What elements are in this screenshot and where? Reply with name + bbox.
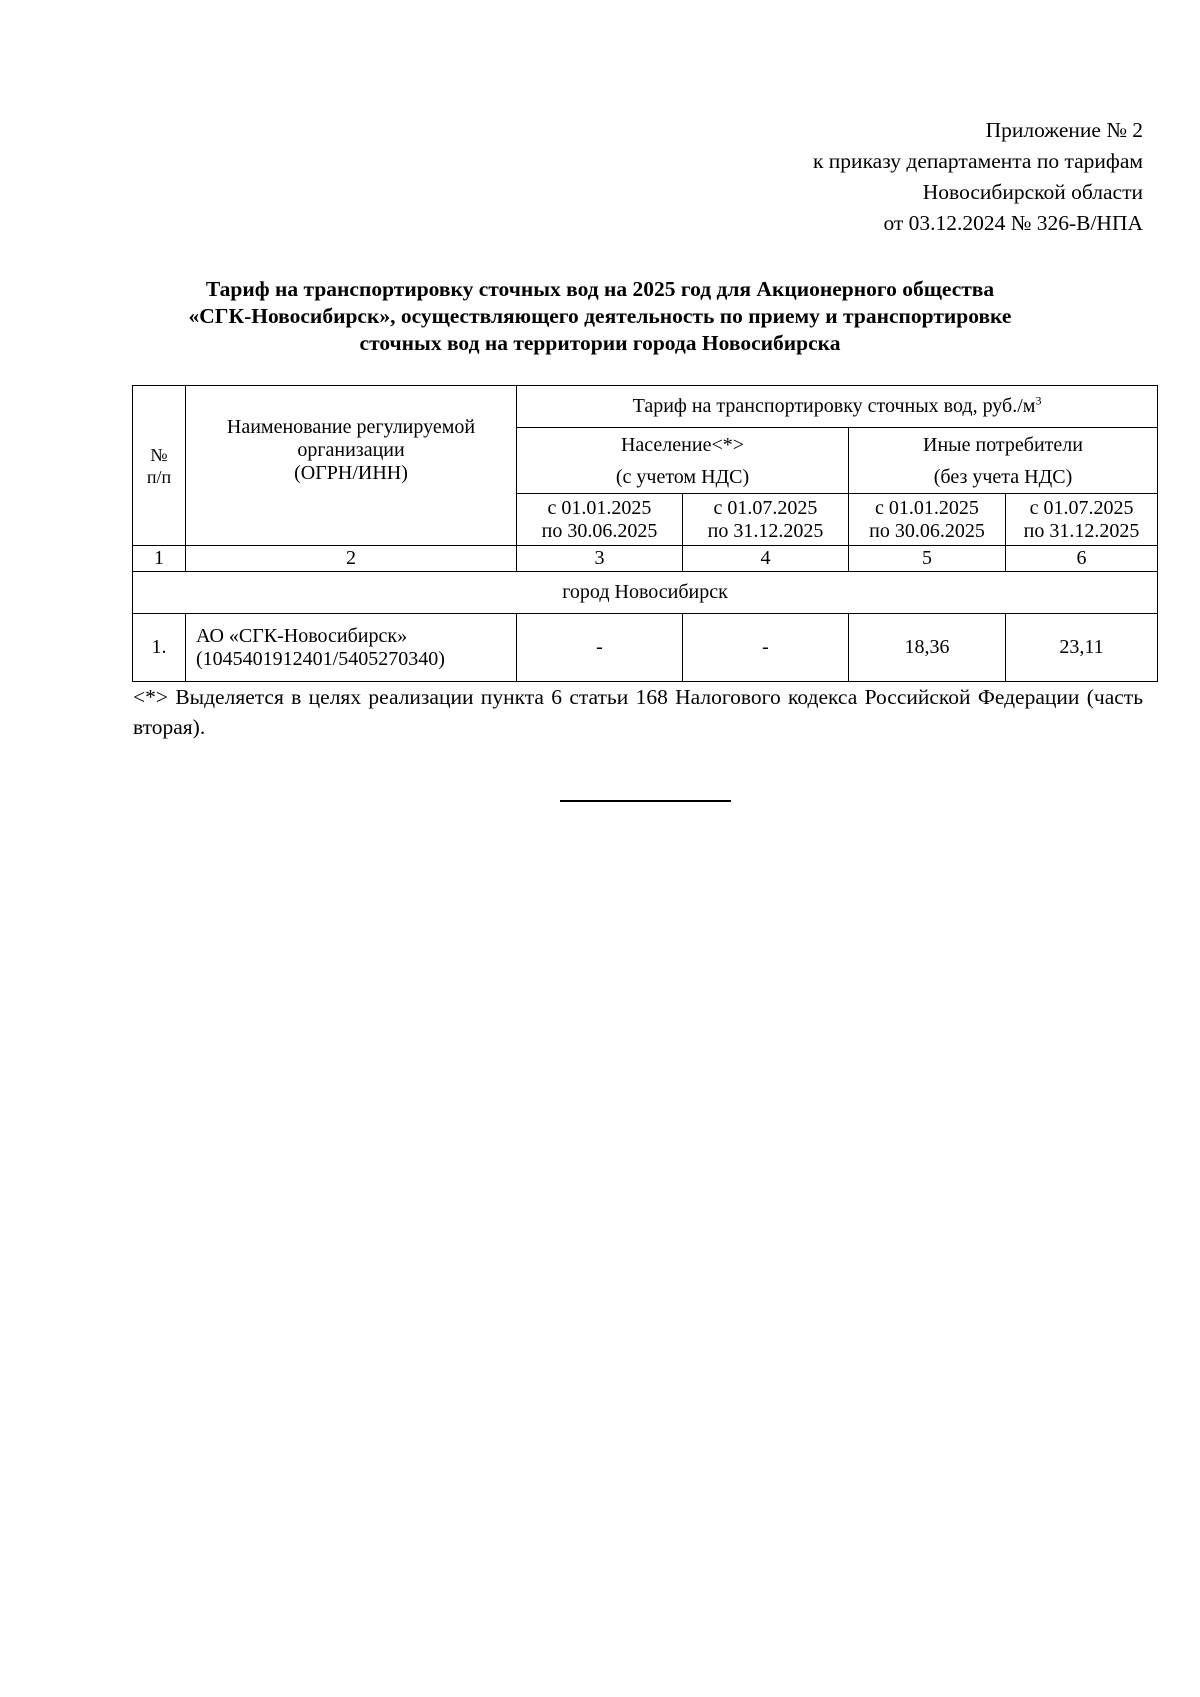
appendix-order-date: от 03.12.2024 № 326-В/НПА — [883, 211, 1143, 235]
title-line-1: Тариф на транспортировку сточных вод на 2025 год для Акционерного общества — [205, 277, 995, 301]
row-org — [186, 614, 517, 682]
header-num-pp: п/п — [146, 466, 172, 487]
separator-line — [560, 800, 731, 802]
document-title — [133, 276, 1067, 357]
column-number: 3 — [517, 546, 683, 572]
period-from: с 01.01.2025 — [547, 496, 652, 519]
header-population-line-1: Население<*> — [620, 433, 745, 456]
header-org-line-3: (ОГРН/ИНН) — [294, 462, 408, 484]
header-tariff — [517, 386, 1158, 428]
header-period-4 — [1006, 494, 1158, 546]
appendix-number: Приложение № 2 — [985, 118, 1143, 142]
period-from: с 01.07.2025 — [1029, 496, 1134, 519]
column-numbers-row — [133, 546, 1158, 572]
header-others-line-2: (без учета НДС) — [933, 465, 1073, 488]
period-from: с 01.07.2025 — [713, 496, 818, 519]
header-num — [133, 386, 186, 546]
column-number: 4 — [683, 546, 849, 572]
tariff-table — [132, 385, 1158, 682]
table-row — [133, 614, 1158, 682]
row-pop-h2: - — [683, 614, 849, 682]
header-period-2 — [683, 494, 849, 546]
appendix-order-ref: к приказу департамента по тарифам — [812, 149, 1143, 173]
header-tariff-sup: 3 — [1035, 393, 1042, 408]
header-population — [517, 428, 849, 494]
header-row-1 — [133, 386, 1158, 428]
appendix-region: Новосибирской области — [922, 180, 1143, 204]
row-other-h1: 18,36 — [849, 614, 1006, 682]
period-to: по 30.06.2025 — [869, 519, 985, 542]
header-org-line-2: организации — [297, 439, 405, 461]
row-num: 1. — [133, 614, 186, 682]
period-to: по 31.12.2025 — [1023, 519, 1140, 542]
header-org — [186, 386, 517, 546]
title-line-2: «СГК-Новосибирск», осуществляющего деятельность по приему и транспортировке — [188, 304, 1012, 328]
row-org-name: АО «СГК-Новосибирск» — [196, 624, 408, 647]
header-others-line-1: Иные потребители — [923, 433, 1083, 456]
column-number: 6 — [1006, 546, 1158, 572]
row-other-h2: 23,11 — [1006, 614, 1158, 682]
city-row — [133, 572, 1158, 614]
header-tariff-label: Тариф на транспортировку сточных вод, руб./м — [632, 395, 1036, 417]
period-to: по 30.06.2025 — [541, 519, 658, 542]
column-number: 5 — [849, 546, 1006, 572]
header-period-1 — [517, 494, 683, 546]
header-org-line-1: Наименование регулируемой — [226, 416, 476, 438]
title-line-3: сточных вод на территории города Новосибирска — [359, 331, 841, 355]
header-population-line-2: (с учетом НДС) — [615, 465, 750, 488]
column-number: 1 — [133, 546, 186, 572]
row-pop-h1: - — [517, 614, 683, 682]
row-org-ids: (1045401912401/5405270340) — [196, 647, 445, 670]
header-num-symbol: № — [150, 444, 168, 465]
header-others — [849, 428, 1158, 494]
footnote: <*> Выделяется в целях реализации пункта 6 статьи 168 Налогового кодекса Российской Федерации (часть вторая). — [133, 685, 1143, 739]
period-to: по 31.12.2025 — [707, 519, 824, 542]
city-name: город Новосибирск — [133, 572, 1158, 614]
column-number: 2 — [186, 546, 517, 572]
header-period-3 — [849, 494, 1006, 546]
appendix-header — [813, 115, 1143, 239]
period-from: с 01.01.2025 — [875, 496, 979, 519]
